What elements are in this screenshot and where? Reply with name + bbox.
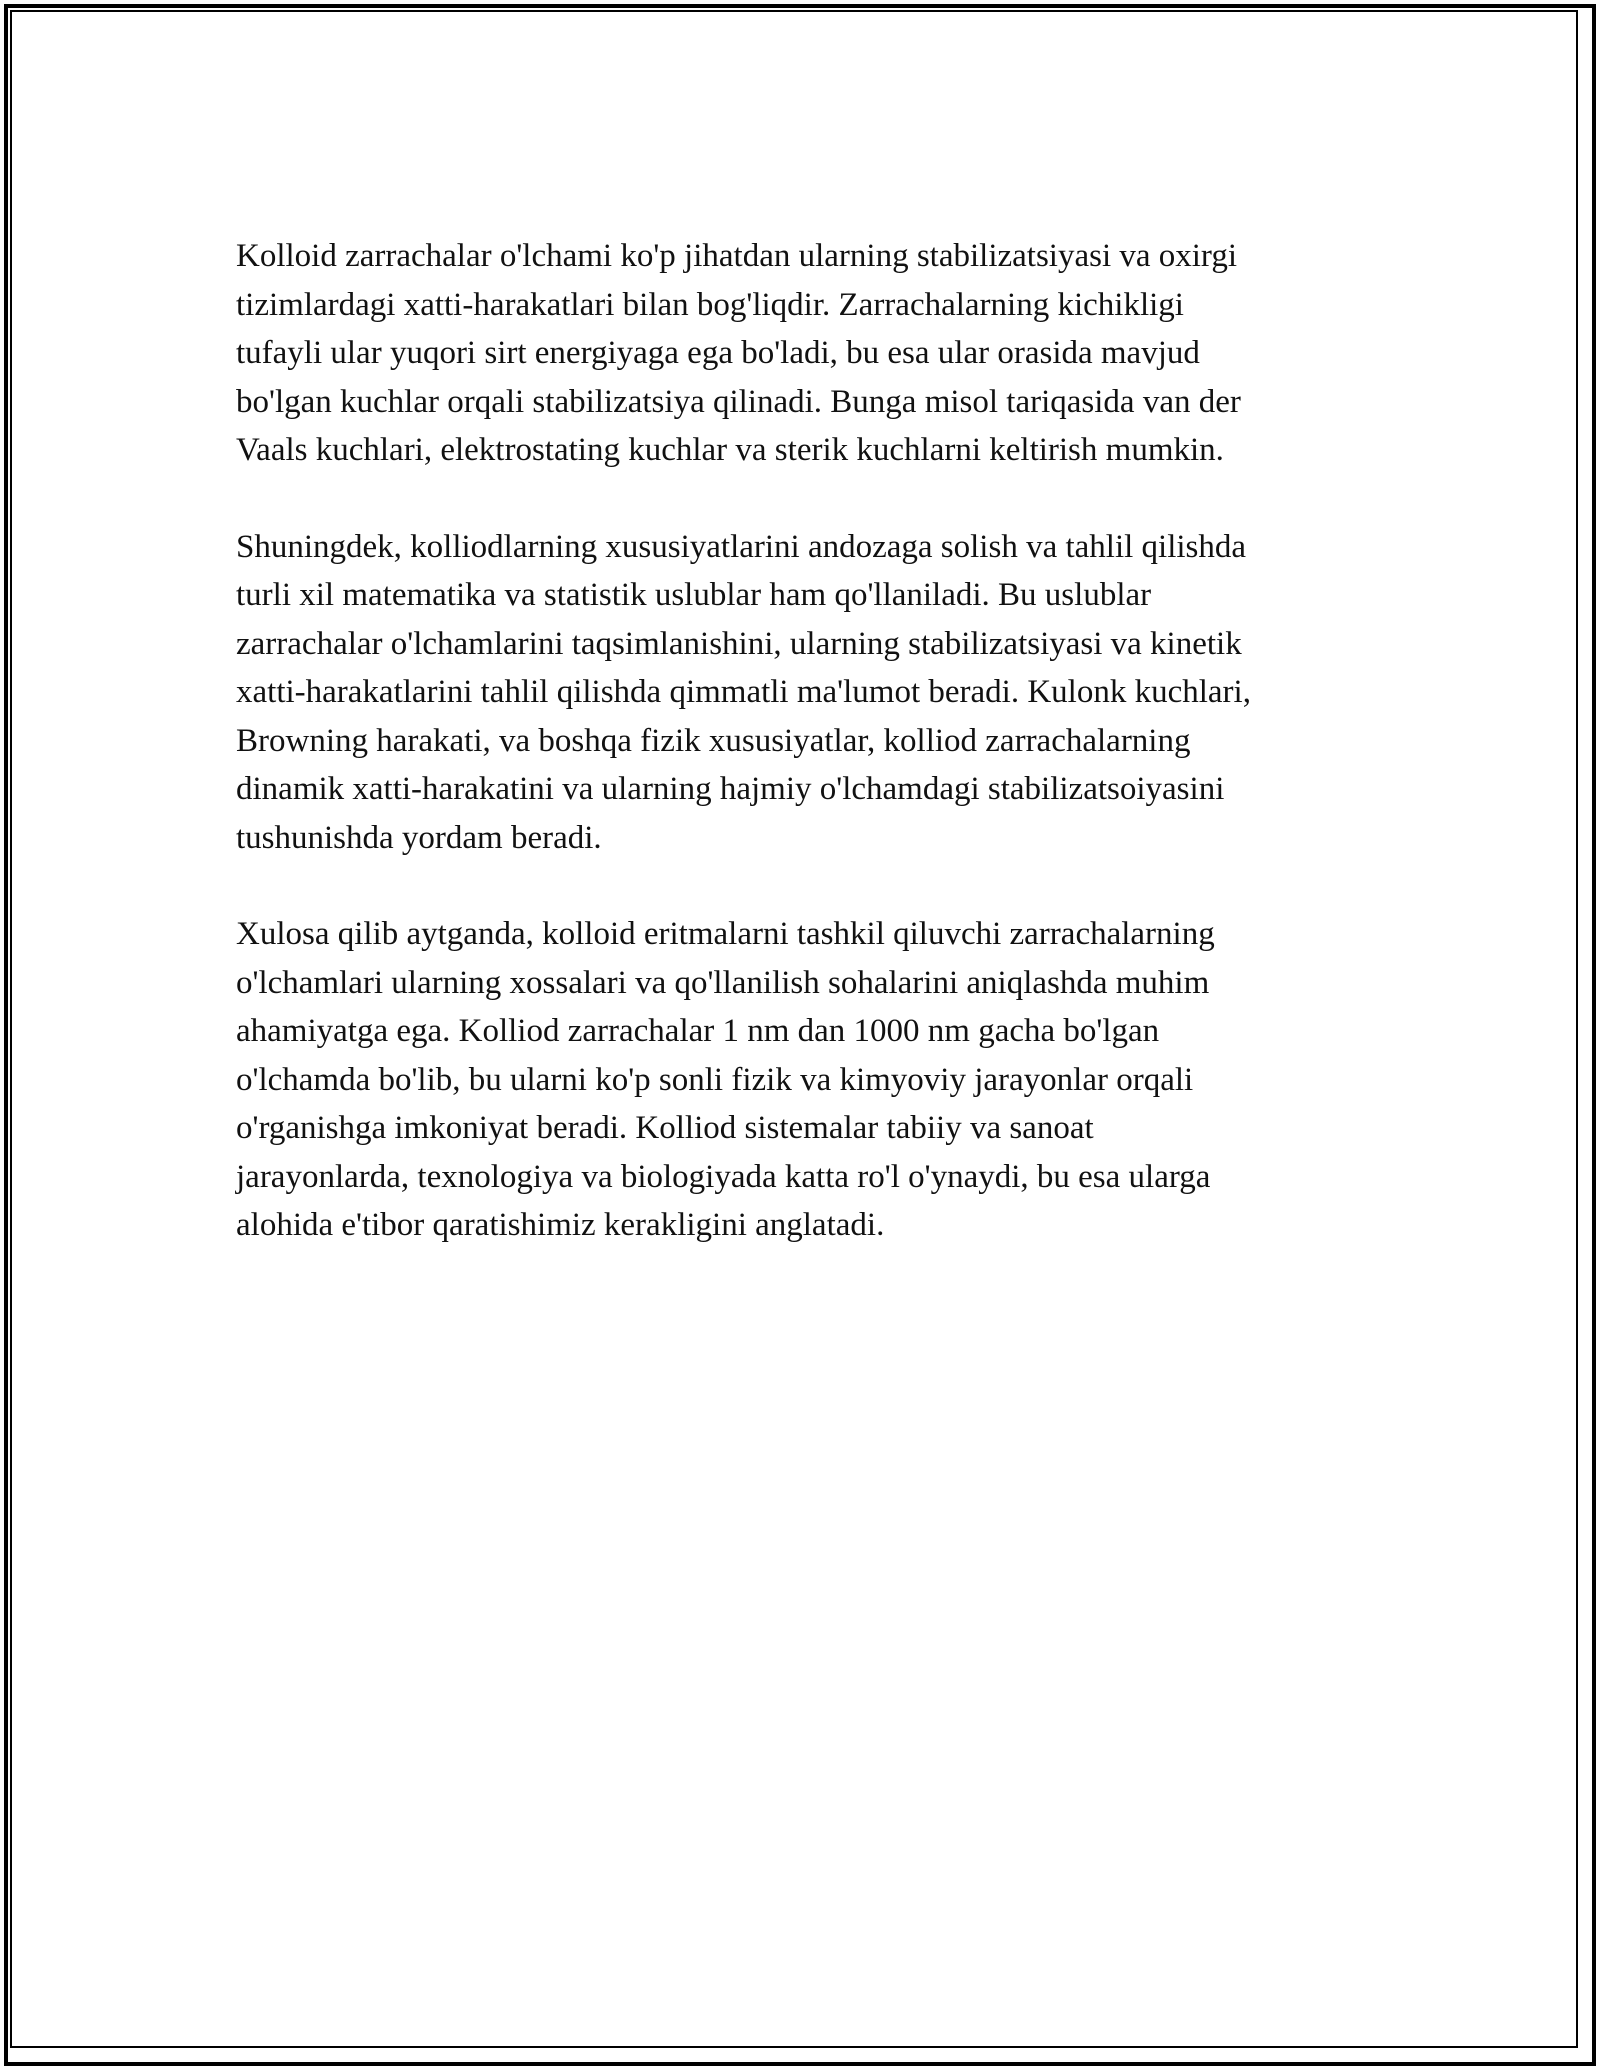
paragraph-1: Kolloid zarrachalar o'lchami ko'p jihatdan ularning stabilizatsiyasi va oxirgi tizimlardagi xatti-harakatlari bilan bog'liqdir. Zarrachalarning kichikligi tufayli ular yuqori sirt energiyaga ega bo'ladi, bu esa ular orasida mavjud bo'lgan kuchlar orqali stabilizatsiya qilinadi. Bunga misol tariqasida van der Vaals kuchlari, elektrostating kuchlar va sterik kuchlarni keltirish mumkin. — [236, 238, 1241, 468]
document-body — [236, 232, 1376, 1298]
paragraph-3: Xulosa qilib aytganda, kolloid eritmalarni tashkil qiluvchi zarrachalarning o'lchamlari ularning xossalari va qo'llanilish sohalarini aniqlashda muhim ahamiyatga ega. Kolliod zarrachalar 1 nm dan 1000 nm gacha bo'lgan o'lchamda bo'lib, bu ularni ko'p sonli fizik va kimyoviy jarayonlar orqali o'rganishga imkoniyat beradi. Kolliod sistemalar tabiiy va sanoat jarayonlarda, texnologiya va biologiyada katta ro'l o'ynaydi, bu esa ularga alohida e'tibor qaratishimiz kerakligini anglatadi. — [236, 916, 1215, 1243]
paragraph-2: Shuningdek, kolliodlarning xususiyatlarini andozaga solish va tahlil qilishda turli xil matematika va statistik uslublar ham qo'llaniladi. Bu uslublar zarrachalar o'lchamlarini taqsimlanishini, ularning stabilizatsiyasi va kinetik xatti-harakatlarini tahlil qilishda qimmatli ma'lumot beradi. Kulonk kuchlari, Browning harakati, va boshqa fizik xususiyatlar, kolliod zarrachalarning dinamik xatti-harakatini va ularning hajmiy o'lchamdagi stabilizatsoiyasini tushunishda yordam beradi. — [236, 528, 1251, 856]
